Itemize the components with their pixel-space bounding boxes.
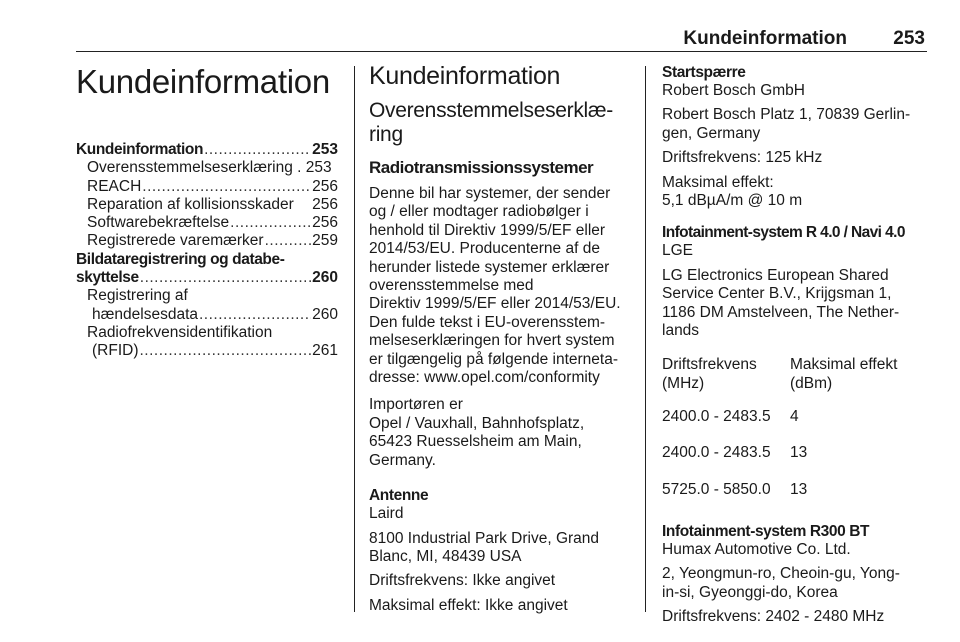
text-line: Maksimal effekt: xyxy=(662,173,774,191)
running-head xyxy=(76,26,927,52)
table-of-contents xyxy=(76,141,338,361)
navi-address xyxy=(662,267,928,341)
startspaerre-address xyxy=(662,106,928,143)
toc-entry[interactable] xyxy=(76,306,338,324)
table-cell-power: 13 xyxy=(790,480,808,498)
toc-entry-text: Registrerede varemærker xyxy=(87,232,264,250)
text-line: 65423 Ruesselsheim am Main, xyxy=(369,433,582,451)
startspaerre-power xyxy=(662,174,928,211)
text-line: 5,1 dBµA/m @ 10 m xyxy=(662,192,803,210)
text-line: Importøren er xyxy=(369,396,463,414)
toc-entry-registrering-line1[interactable]: Registrering af xyxy=(87,287,188,305)
toc-entry[interactable] xyxy=(76,196,338,214)
text-line: herunder listede systemer erklærer xyxy=(369,258,610,276)
declaration-paragraph xyxy=(369,185,631,387)
antenne-address xyxy=(369,530,631,567)
antenne-heading: Antenne xyxy=(369,487,429,505)
toc-leader xyxy=(230,214,311,232)
text-line: Opel / Vauxhall, Bahnhofsplatz, xyxy=(369,414,585,432)
r300-address xyxy=(662,565,928,602)
subsection-title xyxy=(369,99,631,147)
table-header-frequency xyxy=(662,356,790,408)
text-line: Denne bil har systemer, der sender xyxy=(369,185,611,202)
table-cell-frequency: 5725.0 - 5850.0 xyxy=(662,480,771,498)
text-line: gen, Germany xyxy=(662,124,761,142)
toc-entry-page: 256 xyxy=(312,195,338,213)
toc-entry-text: hændelsesdata xyxy=(92,305,198,323)
toc-entry-text: Reparation af kollisionsskader xyxy=(87,195,294,213)
toc-entry-page: 256 xyxy=(312,214,338,232)
toc-entry-text: Kundeinformation xyxy=(76,141,204,158)
toc-entry-page: 259 xyxy=(312,232,338,250)
text-line: og / eller modtager radiobølger i xyxy=(369,203,589,221)
toc-entry-page: 261 xyxy=(312,342,338,360)
page-number: 253 xyxy=(893,28,925,49)
text-line: 2014/53/EU. Producenterne af de xyxy=(369,240,600,258)
text-line: Service Center B.V., Krijgsman 1, xyxy=(662,285,892,303)
toc-entry[interactable] xyxy=(76,342,338,360)
table-cell-power: 4 xyxy=(790,408,799,426)
text-line: henhold til Direktiv 1999/5/EF eller xyxy=(369,221,606,239)
text-line: Maksimal effekt xyxy=(790,356,898,374)
antenne-maker: Laird xyxy=(369,505,404,523)
running-head-title: Kundeinformation xyxy=(683,28,847,49)
text-line: Germany. xyxy=(369,451,436,469)
toc-entry-text: Softwarebekræftelse xyxy=(87,214,230,232)
column-declaration xyxy=(369,60,631,615)
subsection-title-line1: Overensstemmelseserklæ- xyxy=(369,99,613,122)
text-line: Direktiv 1999/5/EF eller 2014/53/EU. xyxy=(369,295,621,313)
startspaerre-frequency: Driftsfrekvens: 125 kHz xyxy=(662,149,823,167)
text-line: er tilgængelig på følgende interneta- xyxy=(369,350,619,368)
r300-heading: Infotainment-system R300 BT xyxy=(662,522,870,540)
importer-paragraph xyxy=(369,396,631,470)
text-line: 8100 Industrial Park Drive, Grand xyxy=(369,529,600,547)
table-cell-power: 13 xyxy=(790,444,808,462)
table-cell-frequency: 2400.0 - 2483.5 xyxy=(662,408,771,426)
toc-leader xyxy=(265,232,312,250)
subsection-title-line2: ring xyxy=(369,123,403,146)
antenne-frequency: Driftsfrekvens: Ikke angivet xyxy=(369,572,556,590)
toc-entry-page: 253 xyxy=(305,159,332,177)
column-toc xyxy=(76,60,338,361)
toc-leader: . xyxy=(292,159,306,177)
text-line: (MHz) xyxy=(662,374,705,392)
column-systems xyxy=(662,64,928,627)
text-line: 2, Yeongmun-ro, Cheoin-gu, Yong- xyxy=(662,565,900,583)
text-line: Driftsfrekvens xyxy=(662,356,757,374)
toc-entry-text: (RFID) xyxy=(92,342,139,360)
toc-entry-page: 260 xyxy=(312,305,338,323)
navi-heading: Infotainment-system R 4.0 / Navi 4.0 xyxy=(662,224,905,242)
startspaerre-maker: Robert Bosch GmbH xyxy=(662,82,805,99)
toc-leader xyxy=(294,196,312,214)
toc-leader xyxy=(199,306,311,324)
r300-maker: Humax Automotive Co. Ltd. xyxy=(662,540,851,558)
toc-leader xyxy=(140,342,312,360)
toc-leader xyxy=(142,178,311,196)
toc-entry-bilda-line1[interactable]: Bildataregistrering og databe- xyxy=(76,250,285,268)
topic-heading: Radiotransmissionssystemer xyxy=(369,158,594,177)
r300-frequency: Driftsfrekvens: 2402 - 2480 MHz xyxy=(662,608,885,626)
toc-entry[interactable] xyxy=(76,214,338,232)
toc-entry-text: REACH xyxy=(87,177,142,195)
toc-entry[interactable] xyxy=(76,159,338,177)
toc-entry-page: 253 xyxy=(312,141,338,158)
chapter-title: Kundeinformation xyxy=(76,63,330,100)
toc-leader xyxy=(204,141,311,159)
column-divider-2 xyxy=(645,66,646,612)
toc-entry-text: Overensstemmelseserklæring xyxy=(87,159,293,177)
section-title: Kundeinformation xyxy=(369,62,561,90)
toc-leader xyxy=(140,269,311,287)
text-line: LG Electronics European Shared xyxy=(662,266,889,284)
text-line: 1186 DM Amstelveen, The Nether- xyxy=(662,303,900,321)
frequency-table xyxy=(662,356,928,516)
startspaerre-heading: Startspærre xyxy=(662,64,746,81)
text-line: lands xyxy=(662,322,700,340)
toc-entry[interactable] xyxy=(76,178,338,196)
text-line: (dBm) xyxy=(790,374,833,392)
toc-entry[interactable] xyxy=(76,141,338,159)
toc-entry[interactable] xyxy=(76,269,338,287)
text-line: Den fulde tekst i EU-overensstem- xyxy=(369,313,606,331)
antenne-power: Maksimal effekt: Ikke angivet xyxy=(369,596,568,614)
toc-entry-radio-line1[interactable]: Radiofrekvensidentifikation xyxy=(87,323,273,341)
text-line: dresse: www.opel.com/conformity xyxy=(369,369,600,387)
text-line: overensstemmelse med xyxy=(369,277,534,295)
table-header-power xyxy=(790,356,928,408)
text-line: melseserklæringen for hvert system xyxy=(369,332,615,350)
toc-entry-text: skyttelse xyxy=(76,269,139,287)
toc-entry-page: 260 xyxy=(312,269,338,287)
table-cell-frequency: 2400.0 - 2483.5 xyxy=(662,444,771,462)
text-line: Robert Bosch Platz 1, 70839 Gerlin- xyxy=(662,106,911,124)
column-divider-1 xyxy=(354,66,355,612)
text-line: Blanc, MI, 48439 USA xyxy=(369,547,522,565)
text-line: in-si, Gyeonggi-do, Korea xyxy=(662,583,838,601)
toc-entry[interactable] xyxy=(76,232,338,250)
toc-entry-page: 256 xyxy=(312,177,338,195)
navi-maker: LGE xyxy=(662,242,694,260)
